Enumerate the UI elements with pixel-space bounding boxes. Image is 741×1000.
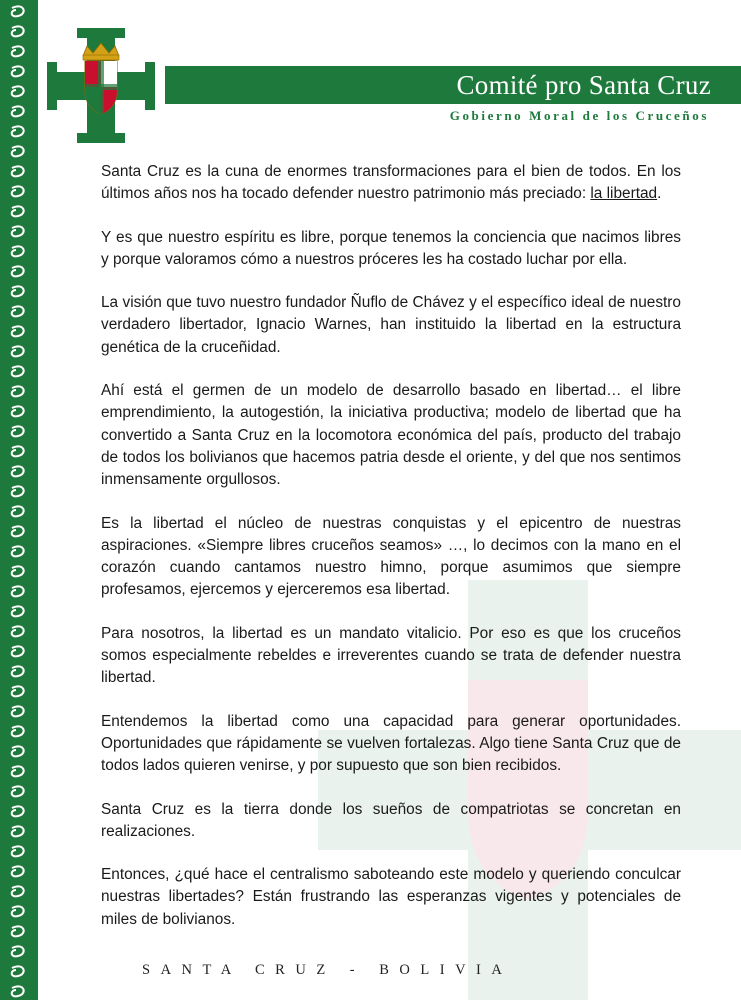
green-cross-with-coat-of-arms-icon [47,28,155,143]
paragraph-5: Es la libertad el núcleo de nuestras conquistas y el epicentro de nuestras aspiraciones. «Siempre libres cruceños seamos» …, lo decimos con la mano en el corazón cuando cantamos nuestro himno, porque asumimos que siempre profesamos, ejercemos y ejerceremos esa libertad. [101,514,681,599]
paragraph-4: Ahí está el germen de un modelo de desarrollo basado en libertad… el libre emprendimiento, la autogestión, la iniciativa productiva; modelo de libertad que ha convertido a Santa Cruz en la locomotora económica del país, producto del trabajo de todos los bolivianos que hacemos patria desde el oriente, y del que nos sentimos inmensamente orgullosos. [101,382,681,489]
paragraph-1-text: Santa Cruz es la cuna de enormes transformaciones para el bien de todos. En los últimos años nos ha tocado defender nuestro patrimonio más preciado: [101,163,681,203]
paragraph-3: La visión que tuvo nuestro fundador Ñuflo de Chávez y el específico ideal de nuestro verdadero libertador, Ignacio Warnes, han instituido la libertad en la estructura genética de la cruceñidad. [101,294,681,356]
paragraph-1-end: . [657,185,662,203]
header-subtitle: Gobierno Moral de los Cruceños [449,108,709,123]
underlined-phrase: la libertad [590,185,658,203]
wave-scroll-border-icon [0,0,38,1000]
paragraph-8: Santa Cruz es la tierra donde los sueños de compatriotas se concretan en realizaciones. [101,800,681,840]
letter-body [101,161,681,952]
footer-location: SANTA CRUZ - BOLIVIA [142,962,513,978]
paragraph-6: Para nosotros, la libertad es un mandato vitalicio. Por eso es que los cruceños somos especialmente rebeldes e irreverentes cuando se trata de defender nuestra libertad. [101,624,681,687]
page-title: Comité pro Santa Cruz [456,70,711,100]
paragraph-1 [101,161,681,206]
header-bar [165,66,741,104]
left-decorative-border [0,0,38,1000]
paragraph-9: Entonces, ¿qué hace el centralismo saboteando este modelo y queriendo conculcar nuestras libertades? Están frustrando las esperanzas vigentes y potenciales de miles de bolivianos. [101,866,681,928]
paragraph-7: Entendemos la libertad como una capacidad para generar oportunidades. Oportunidades que rápidamente se vuelven fortalezas. Algo tiene Santa Cruz que de todos lados quieren venirse, y por supuesto que son bien recibidos. [101,712,681,775]
paragraph-2: Y es que nuestro espíritu es libre, porque tenemos la conciencia que nacimos libres y porque valoramos cómo a nuestros próceres les ha costado luchar por ella. [101,228,681,268]
